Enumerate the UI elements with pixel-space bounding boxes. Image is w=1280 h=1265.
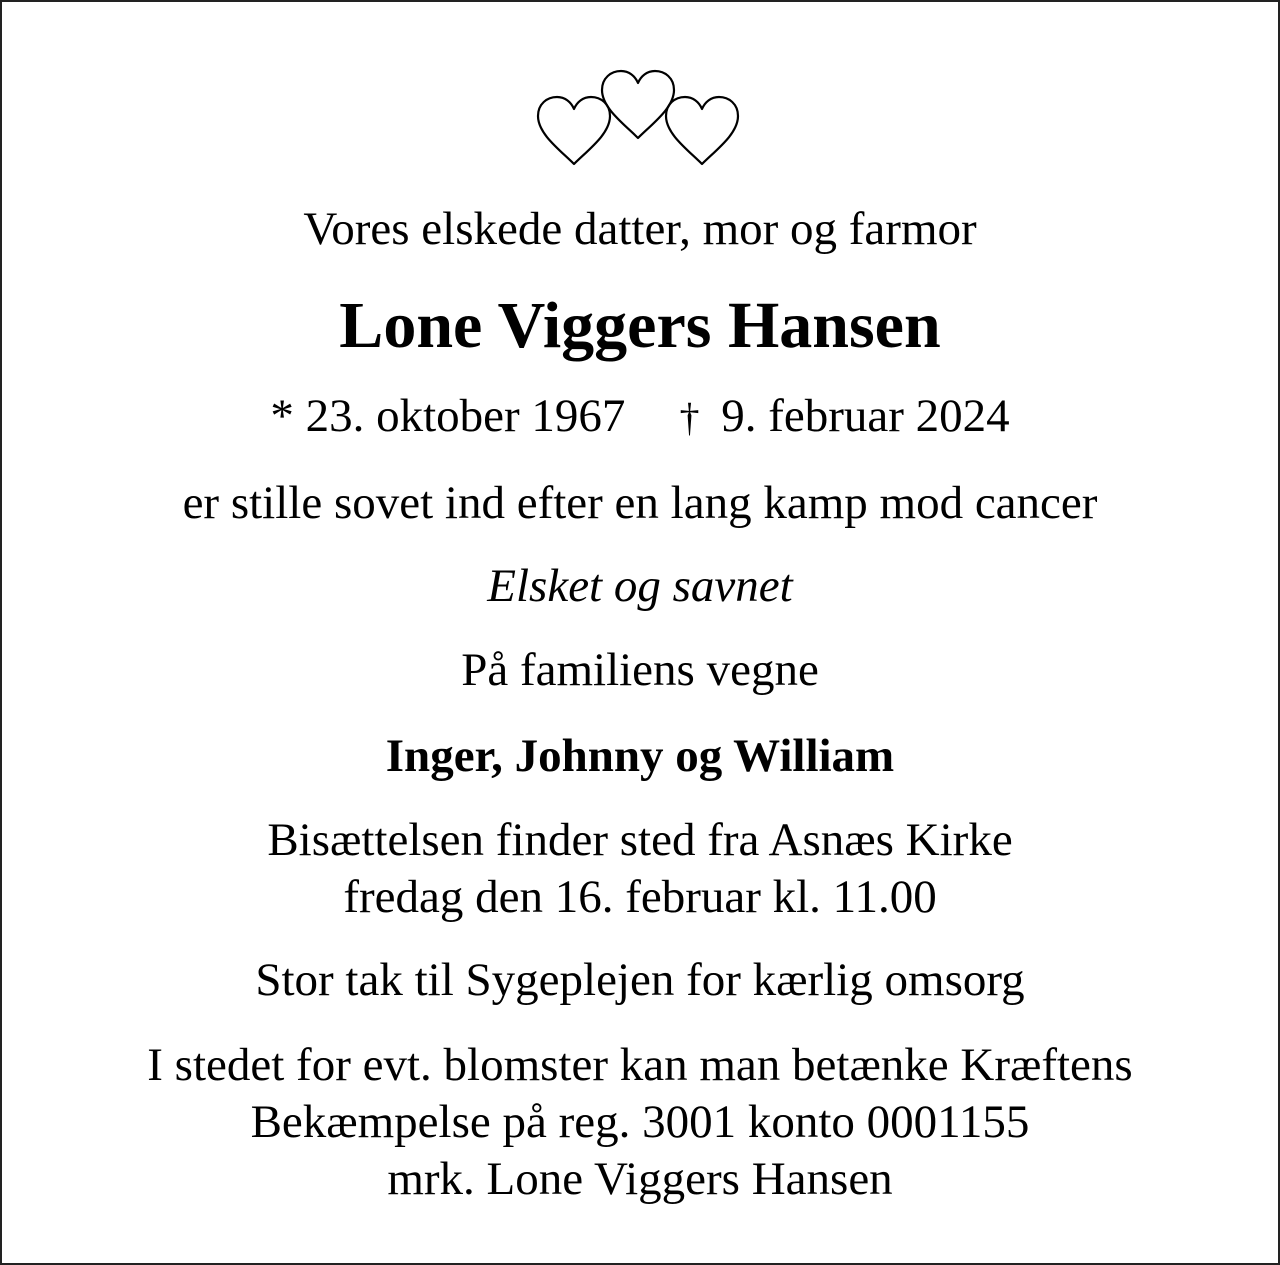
middle-heart-icon bbox=[602, 71, 674, 138]
life-dates bbox=[0, 390, 1280, 442]
thanks-text: Stor tak til Sygeplejen for kærlig omsorg bbox=[255, 954, 1025, 1006]
born-date: 23. oktober 1967 bbox=[305, 390, 626, 442]
intro-text: Vores elskede datter, mor og farmor bbox=[303, 203, 977, 255]
donation-reference: mrk. Lone Viggers Hansen bbox=[387, 1153, 893, 1205]
loved-text: Elsket og savnet bbox=[487, 560, 793, 612]
family-names: Inger, Johnny og William bbox=[385, 730, 895, 782]
on-behalf-text: På familiens vegne bbox=[461, 644, 819, 696]
deceased-name: Lone Viggers Hansen bbox=[339, 289, 941, 362]
service-time: fredag den 16. februar kl. 11.00 bbox=[343, 871, 937, 923]
right-heart-icon bbox=[666, 97, 738, 164]
passing-text: er stille sovet ind efter en lang kamp mod cancer bbox=[182, 477, 1098, 529]
born-symbol: * bbox=[270, 390, 294, 442]
donation-account: Bekæmpelse på reg. 3001 konto 0001155 bbox=[250, 1096, 1030, 1148]
hearts-icon bbox=[530, 62, 752, 172]
died-date: 9. februar 2024 bbox=[721, 390, 1010, 442]
donation-line: I stedet for evt. blomster kan man betænke Kræftens bbox=[147, 1039, 1133, 1091]
left-heart-icon bbox=[538, 97, 610, 164]
dagger-icon: † bbox=[679, 395, 700, 440]
service-location: Bisættelsen finder sted fra Asnæs Kirke bbox=[267, 814, 1013, 866]
